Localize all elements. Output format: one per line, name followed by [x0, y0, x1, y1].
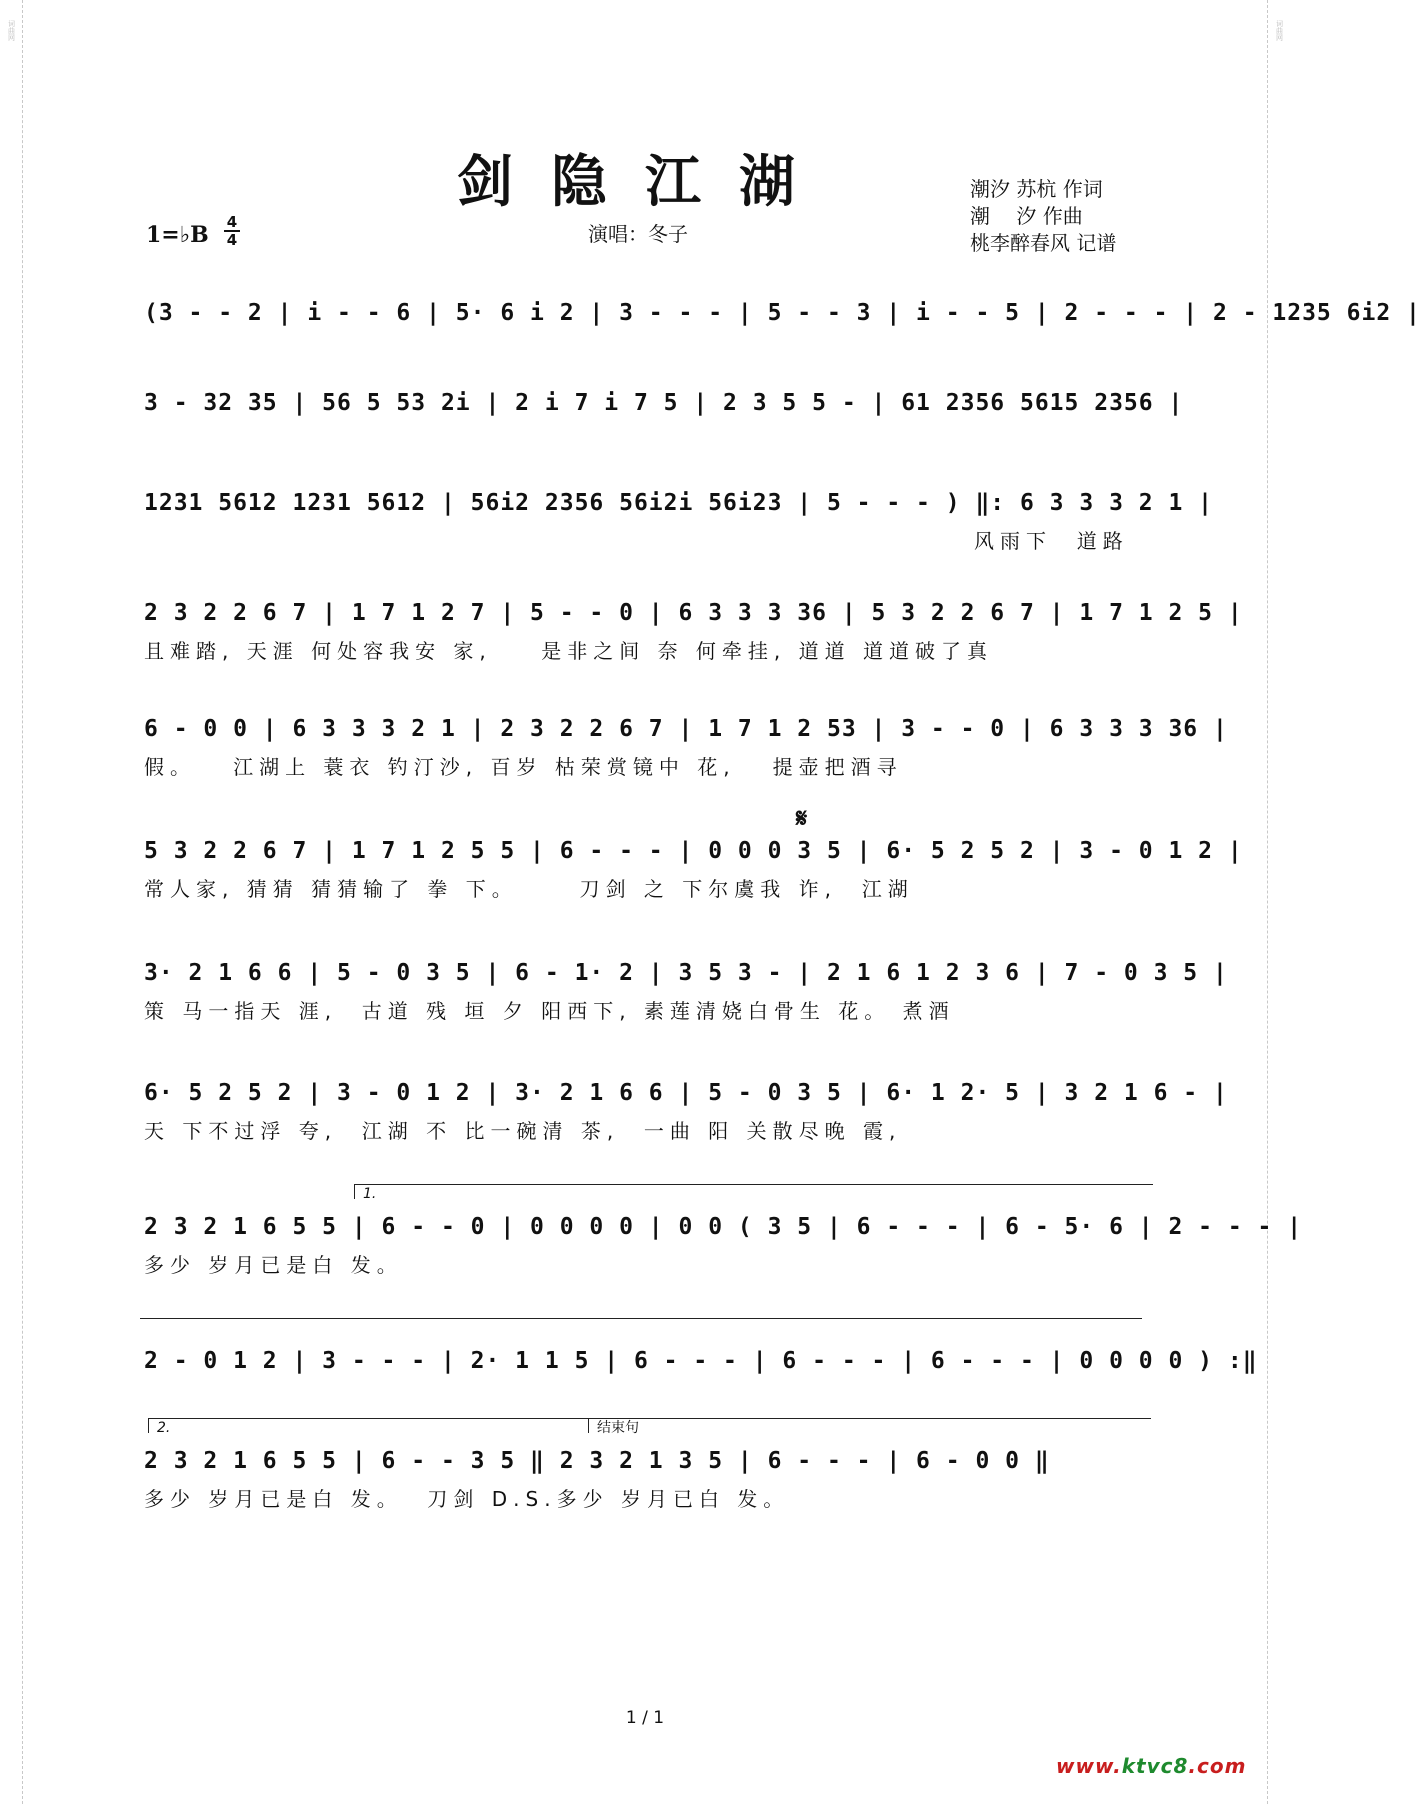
site-brand: ktvc8: [1121, 1754, 1189, 1778]
site-suffix: .com: [1188, 1754, 1247, 1778]
score-row-1: [144, 296, 1421, 330]
site-prefix: www.: [1056, 1754, 1122, 1778]
lyrics-line: 多少 岁月已是白 发。: [144, 1253, 403, 1277]
notation-line: 2 3 2 2 6 7 | 1 7 1 2 7 | 5 - - 0 | 6 3 3 3 36 | 5 3 2 2 6 7 | 1 7 1 2 5 |: [144, 600, 1243, 626]
watermark: 词曲网: [7, 19, 16, 41]
notation-line: 3· 2 1 6 6 | 5 - 0 3 5 | 6 - 1· 2 | 3 5 3 - | 2 1 6 1 2 3 6 | 7 - 0 3 5 |: [144, 960, 1228, 986]
notation-line: 3 - 32 35 | 56 5 53 2i | 2 i 7 i 7 5 | 2 3 5 5 - | 61 2356 5615 2356 |: [144, 390, 1184, 416]
key-signature: 1=♭B: [146, 222, 209, 248]
score-row-10: [144, 1344, 1258, 1378]
score-row-7: [144, 956, 1228, 1024]
score-row-9: [144, 1210, 1303, 1278]
song-title: 剑隐江湖: [457, 149, 833, 215]
watermark: 词曲网: [1275, 19, 1284, 41]
first-ending-bracket: 1.: [354, 1184, 1153, 1199]
score-row-3: [144, 486, 1213, 554]
lyrics-line: 假。 江湖上 蓑衣 钓汀沙, 百岁 枯荣赏镜中 花, 提壶把酒寻: [144, 755, 903, 779]
lyrics-line: 天 下不过浮 夸, 江湖 不 比一碗清 茶, 一曲 阳 关散尽晚 霞,: [144, 1119, 902, 1143]
time-signature-top: 4: [226, 213, 238, 231]
score-row-2: [144, 386, 1184, 420]
notation-line: 2 - 0 1 2 | 3 - - - | 2· 1 1 5 | 6 - - - | 6 - - - | 6 - - - | 0 0 0 0 ) :‖: [144, 1348, 1258, 1374]
notation-line: 6 - 0 0 | 6 3 3 3 2 1 | 2 3 2 2 6 7 | 1 7 1 2 53 | 3 - - 0 | 6 3 3 3 36 |: [144, 716, 1228, 742]
left-watermark-strip: [0, 0, 23, 1804]
lyricist-credit: 潮汐 苏杭 作词: [970, 177, 1103, 201]
notation-line: 1231 5612 1231 5612 | 56i2 2356 56i2i 56i23 | 5 - - - ) ‖: 6 3 3 3 2 1 |: [144, 490, 1213, 516]
lyrics-line: 策 马一指天 涯, 古道 残 垣 夕 阳西下, 素莲清娆白骨生 花。 煮酒: [144, 999, 955, 1023]
bracket-line: [140, 1318, 1142, 1319]
composer-credit: 潮 汐 作曲: [970, 204, 1083, 228]
lyrics-line: 多少 岁月已是白 发。 刀剑 D.S.多少 岁月已白 发。: [144, 1487, 790, 1511]
second-ending-bracket: 2.: [148, 1418, 589, 1433]
score-row-4: [144, 596, 1243, 664]
site-logo: [1056, 1754, 1246, 1778]
score-row-11: [144, 1444, 1149, 1512]
page-number: 1 / 1: [625, 1708, 665, 1728]
coda-bracket: 结束句: [588, 1418, 1151, 1433]
singer: 演唱：冬子: [588, 222, 688, 246]
lyrics-line: 常人家, 猜猜 猜猜输了 拳 下。 刀剑 之 下尔虞我 诈, 江湖: [144, 877, 914, 901]
transcriber-credit: 桃李醉春风 记谱: [970, 231, 1117, 255]
notation-line: 5 3 2 2 6 7 | 1 7 1 2 5 5 | 6 - - - | 0 0 0 3 5 | 6· 5 2 5 2 | 3 - 0 1 2 |: [144, 838, 1243, 864]
time-signature: [224, 214, 240, 248]
score-row-8: [144, 1076, 1228, 1144]
time-signature-bottom: 4: [224, 230, 240, 248]
segno-sign: 𝄋: [796, 804, 808, 834]
score-row-6: [144, 834, 1243, 902]
score-row-5: [144, 712, 1228, 780]
lyrics-line: 风雨下 道路: [974, 529, 1129, 553]
notation-line: 2 3 2 1 6 5 5 | 6 - - 3 5 ‖ 2 3 2 1 3 5 | 6 - - - | 6 - 0 0 ‖: [144, 1448, 1050, 1474]
notation-line: 2 3 2 1 6 5 5 | 6 - - 0 | 0 0 0 0 | 0 0 ( 3 5 | 6 - - - | 6 - 5· 6 | 2 - - - |: [144, 1214, 1303, 1240]
right-watermark-strip: [1267, 0, 1290, 1804]
lyrics-line: 且难踏, 天涯 何处容我安 家, 是非之间 奈 何牵挂, 道道 道道破了真: [144, 639, 994, 663]
notation-line: 6· 5 2 5 2 | 3 - 0 1 2 | 3· 2 1 6 6 | 5 - 0 3 5 | 6· 1 2· 5 | 3 2 1 6 - |: [144, 1080, 1228, 1106]
notation-line: (3 - - 2 | i - - 6 | 5· 6 i 2 | 3 - - - | 5 - - 3 | i - - 5 | 2 - - - | 2 - 1235 6i2 |: [144, 300, 1421, 326]
credits: [970, 176, 1116, 257]
